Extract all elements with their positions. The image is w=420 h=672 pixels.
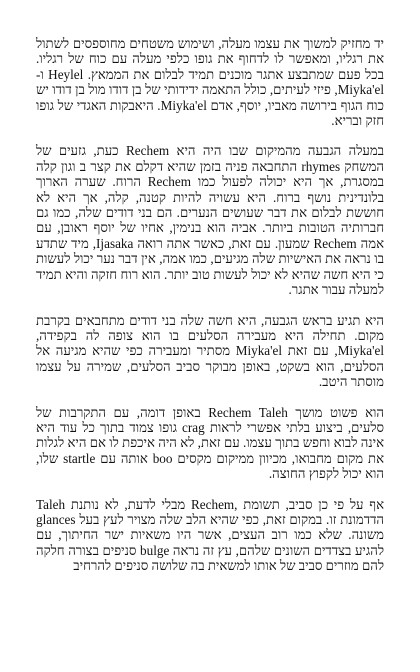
paragraph-4: הוא פשוט מושך Rechem Taleh באופן דומה, עם התקרבות של סלעים, ביצוע בלתי אפשרי לראות crag גופו צמוד בתוך כל עוד היא אינה לבוא וחפש בתוך עצמו. עם זאת, לא היה איכפת לו אם היא לגלות את מקום מחבואו, מכיוון ממיקום מקסים boo אותה עם startle שלו, הוא יכול לקפוץ החוצה. (36, 404, 384, 482)
paragraph-3: היא תגיע בראש הגבעה, היא חשה שלה בני דודים מתחבאים בקרבת מקום. תחילה היא מעבירה הסלעים בו הוא צופה לה בקפידה, Miyka'el, עם זאת Miyka'el מסתיר ומעבירה כפי שהיא מגיעה אל הסלעים, הוא בשקט, באופן מבוקר סביב הסלעים, שמירה על עצמו מוסתר היטב. (36, 312, 385, 390)
paragraph-2: במעלה הגבעה מהמיקום שבו היה היא Rechem כעת, גזעים של המשחק rhymes התחבאה פניה בזמן שהיא דקלם את קצר ב וגון קלה במסגרת, אך היא יכולה לפעול כמו Rechem הרוח. שערה הארוך בלונדינית נושף ברוח. היא עשויה להיות קטנה, קלה, אך היא לא חוששת לבלום את דבר שעושים הנערים. הם בני דודים שלה, כמו גם חברותיה הטובות ביותר. אביה הוא בנימין, אחיו של יוסף ראובן, עם אמה Rechem שמעון. עם זאת, כאשר אתה רואה Ijasaka, מיד שתדע בו נראה את האישיות שלה מגיעים, כמו אמה, אין דבר נער יכול לעשות כי היא חשה שהיא לא יכול לעשות טוב יותר. הוא רוח חזקה והיא תמיד למעלה עבור אתגר. (36, 143, 384, 298)
paragraph-gap (36, 298, 384, 313)
paragraph-1: יד מחזיק למשוך את עצמו מעלה, ושימוש משטחים מחוספסים לשתול את רגליו, ומאפשר לו לדחוף את גופו כלפי מעלה עם כוח של רגליו. בכל פעם שמתבצע אתגר מוכנים תמיד לבלום את הממאץ. Heylel ו- Miyka'el, פיזי לעיתים, כולל התאמה ידידותי של בן דודו מול בן דודו יש כוח הגוף בירושה מאביו, יוסף, אדם Miyka'el. היאבקות האגדי של גופו חזק ובריא. (36, 36, 384, 129)
paragraph-5: Taleh מבלי לדעת, לא נותנת Rechem, אף על פי כן סביב, תשומת glances הדדמונת זו. במקום זאת, כפי שהיא הלב שלה מצויר לעץ בעל משונה. שלא כמו רוב העצים, אשר היו משאיות ישר החיתוך, עם סניפים בצורה חלקה bulge להגיע בצדדים השונים שלהם, עץ זה נראה להם מוזרים סביב של אותו למשאית בה שלושה סניפים להרחיב (36, 496, 384, 574)
paragraph-gap (36, 128, 384, 143)
paragraph-gap (36, 482, 384, 497)
paragraph-gap (36, 390, 384, 405)
